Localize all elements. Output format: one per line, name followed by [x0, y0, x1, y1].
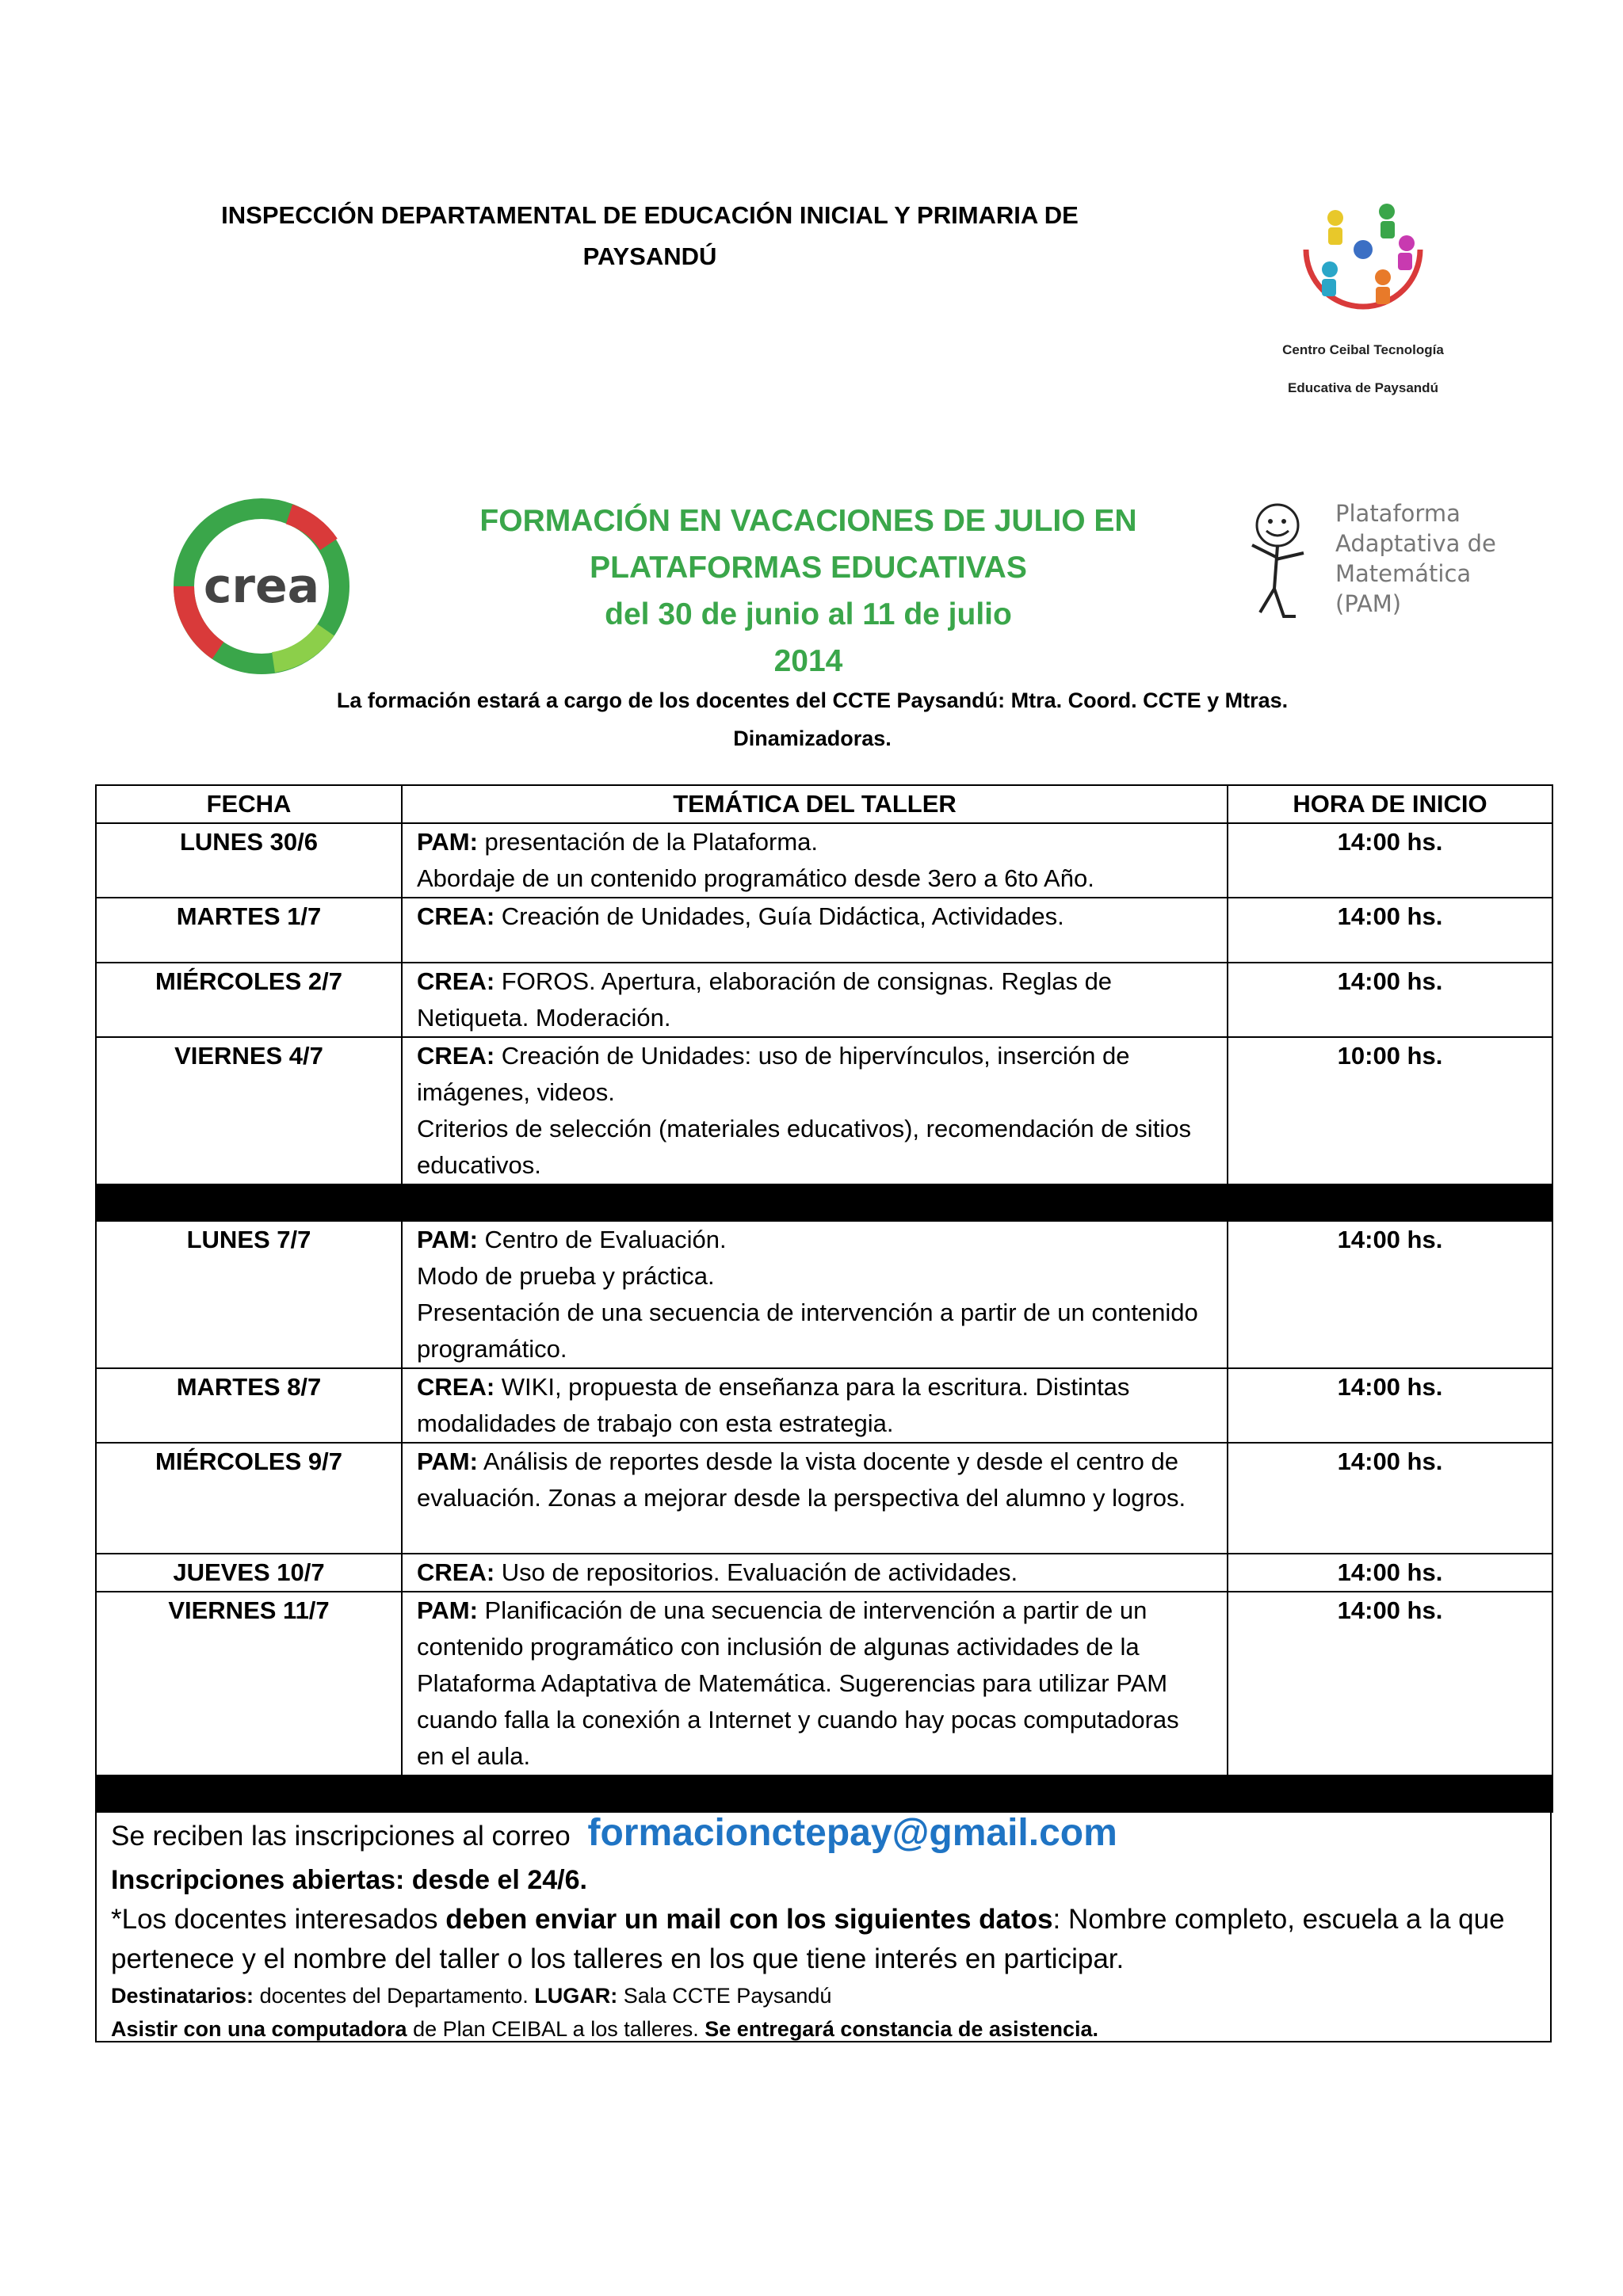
table-header-row — [96, 785, 1552, 823]
row-fecha: MARTES 8/7 — [96, 1368, 402, 1443]
constancia-text: Se entregará constancia de asistencia. — [705, 2017, 1098, 2041]
asistir-line — [111, 2012, 1536, 2046]
row-fecha: MARTES 1/7 — [96, 898, 402, 963]
row-tematica — [402, 1221, 1228, 1368]
row-tematica — [402, 898, 1228, 963]
separator-row — [96, 1184, 1552, 1221]
inspeccion-line-1: INSPECCIÓN DEPARTAMENTAL DE EDUCACIÓN INICIAL Y PRIMARIA DE — [221, 201, 1079, 229]
ceibal-caption — [1236, 331, 1490, 407]
table-row — [96, 1037, 1552, 1184]
separator-bar — [96, 1184, 1552, 1221]
destinatarios-text: docentes del Departamento. — [254, 1984, 535, 2008]
row-tematica — [402, 823, 1228, 898]
row-tag: PAM: — [417, 1596, 478, 1624]
row-text: Centro de Evaluación. — [477, 1226, 727, 1253]
header-tematica: TEMÁTICA DEL TALLER — [402, 785, 1228, 823]
destinatarios-line — [111, 1979, 1536, 2012]
row-tematica — [402, 963, 1228, 1037]
cargo-line-1: La formación estará a cargo de los docentes del CCTE Paysandú: Mtra. Coord. CCTE y Mtras. — [336, 688, 1289, 712]
separator-row — [96, 1775, 1552, 1812]
requisitos-paragraph — [111, 1900, 1536, 1979]
header-hora: HORA DE INICIO — [1228, 785, 1552, 823]
email-link[interactable]: formacionctepay@gmail.com — [587, 1812, 1117, 1854]
table-row — [96, 823, 1552, 898]
crea-logo-text: crea — [203, 559, 320, 614]
row-fecha: LUNES 7/7 — [96, 1221, 402, 1368]
pam-logo-line-3: Matemática — [1335, 560, 1472, 587]
row-hora: 14:00 hs. — [1228, 1554, 1552, 1592]
row-tag: PAM: — [417, 828, 478, 856]
table-row — [96, 1221, 1552, 1368]
row-hora: 14:00 hs. — [1228, 1443, 1552, 1554]
row-text-3: Presentación de una secuencia de intervención a partir de un contenido programático. — [417, 1299, 1198, 1363]
ceibal-logo-icon — [1292, 194, 1434, 325]
page-title — [444, 498, 1173, 685]
inscripciones-abiertas: Inscripciones abiertas: desde el 24/6. — [111, 1865, 587, 1895]
row-tag: CREA: — [417, 967, 495, 995]
title-line-3: del 30 de junio al 11 de julio — [605, 597, 1012, 631]
row-tematica — [402, 1443, 1228, 1554]
row-text: Análisis de reportes desde la vista docente y desde el centro de evaluación. Zonas a mejorar desde la perspectiva del alumno y logros. — [417, 1447, 1186, 1512]
table-row — [96, 1554, 1552, 1592]
row-tematica — [402, 1037, 1228, 1184]
table-row — [96, 963, 1552, 1037]
row-fecha: VIERNES 11/7 — [96, 1592, 402, 1775]
row-text-2: Criterios de selección (materiales educativos), recomendación de sitios educativos. — [417, 1115, 1191, 1179]
row-text: FOROS. Apertura, elaboración de consignas. Reglas de Netiqueta. Moderación. — [417, 967, 1113, 1032]
row-tematica — [402, 1368, 1228, 1443]
row-text: Creación de Unidades: uso de hipervínculos, inserción de imágenes, videos. — [417, 1042, 1130, 1106]
row-fecha: VIERNES 4/7 — [96, 1037, 402, 1184]
row-hora: 14:00 hs. — [1228, 823, 1552, 898]
cargo-line-2: Dinamizadoras. — [733, 727, 892, 750]
row-tematica — [402, 1554, 1228, 1592]
separator-bar — [96, 1775, 1552, 1812]
row-hora: 14:00 hs. — [1228, 1368, 1552, 1443]
lugar-text: Sala CCTE Paysandú — [617, 1984, 832, 2008]
row-hora: 14:00 hs. — [1228, 963, 1552, 1037]
table-row — [96, 898, 1552, 963]
crea-logo-icon — [170, 495, 353, 677]
row-text: Creación de Unidades, Guía Didáctica, Actividades. — [495, 902, 1064, 930]
row-tag: PAM: — [417, 1447, 478, 1475]
row-hora: 14:00 hs. — [1228, 1592, 1552, 1775]
row-fecha: MIÉRCOLES 9/7 — [96, 1443, 402, 1554]
row-hora: 14:00 hs. — [1228, 1221, 1552, 1368]
ceibal-caption-line-1: Centro Ceibal Tecnología — [1282, 342, 1444, 357]
row-tag: CREA: — [417, 902, 495, 930]
row-text: WIKI, propuesta de enseñanza para la escritura. Distintas modalidades de trabajo con esta estrategia. — [417, 1373, 1130, 1437]
inspeccion-line-2: PAYSANDÚ — [582, 242, 717, 270]
cargo-note — [238, 681, 1387, 757]
row-tag: CREA: — [417, 1042, 495, 1070]
pam-logo-icon — [1236, 498, 1537, 628]
row-fecha: MIÉRCOLES 2/7 — [96, 963, 402, 1037]
row-tag: CREA: — [417, 1558, 495, 1586]
requisitos-bold: deben enviar un mail con los siguientes datos — [445, 1904, 1053, 1935]
inscripciones-text: Se reciben las inscripciones al correo — [111, 1821, 579, 1852]
row-tag: PAM: — [417, 1226, 478, 1253]
row-text-2: Abordaje de un contenido programático desde 3ero a 6to Año. — [417, 864, 1094, 892]
row-text-2: Modo de prueba y práctica. — [417, 1262, 715, 1290]
asistir-text: de Plan CEIBAL a los talleres. — [407, 2017, 705, 2041]
requisitos-post: : Nombre completo, escuela a la que pertenece y el nombre del taller o los talleres en los que tiene interés en participar. — [111, 1904, 1505, 1974]
row-fecha: LUNES 30/6 — [96, 823, 402, 898]
pam-logo-line-2: Adaptativa de — [1335, 530, 1496, 557]
inscripciones-line — [111, 1810, 1536, 1860]
row-tag: CREA: — [417, 1373, 495, 1401]
row-text: Planificación de una secuencia de intervención a partir de un contenido programático con inclusión de algunas actividades de la Plataforma Adaptativa de Matemática. Sugerencias para utilizar PAM cuando falla la conexión a Internet y cuando hay pocas computadoras en el aula. — [417, 1596, 1179, 1770]
row-text: presentación de la Plataforma. — [477, 828, 819, 856]
row-hora: 10:00 hs. — [1228, 1037, 1552, 1184]
title-line-1: FORMACIÓN EN VACACIONES DE JULIO EN — [479, 504, 1137, 538]
table-row — [96, 1443, 1552, 1554]
table-row — [96, 1592, 1552, 1775]
schedule-table — [95, 784, 1553, 1813]
row-fecha: JUEVES 10/7 — [96, 1554, 402, 1592]
row-text: Uso de repositorios. Evaluación de actividades. — [495, 1558, 1018, 1586]
pam-logo-line-1: Plataforma — [1335, 500, 1461, 527]
title-line-2: PLATAFORMAS EDUCATIVAS — [590, 551, 1027, 585]
table-row — [96, 1368, 1552, 1443]
destinatarios-label: Destinatarios: — [111, 1984, 254, 2008]
header-fecha: FECHA — [96, 785, 402, 823]
inscripciones-box — [95, 1808, 1552, 2042]
row-hora: 14:00 hs. — [1228, 898, 1552, 963]
row-tematica — [402, 1592, 1228, 1775]
requisitos-pre: *Los docentes interesados — [111, 1904, 446, 1935]
title-line-4: 2014 — [773, 644, 843, 678]
pam-logo-line-4: (PAM) — [1335, 590, 1402, 617]
ceibal-caption-line-2: Educativa de Paysandú — [1288, 380, 1438, 395]
inspeccion-heading — [111, 195, 1189, 277]
asistir-bold: Asistir con una computadora — [111, 2017, 407, 2041]
lugar-label: LUGAR: — [534, 1984, 618, 2008]
